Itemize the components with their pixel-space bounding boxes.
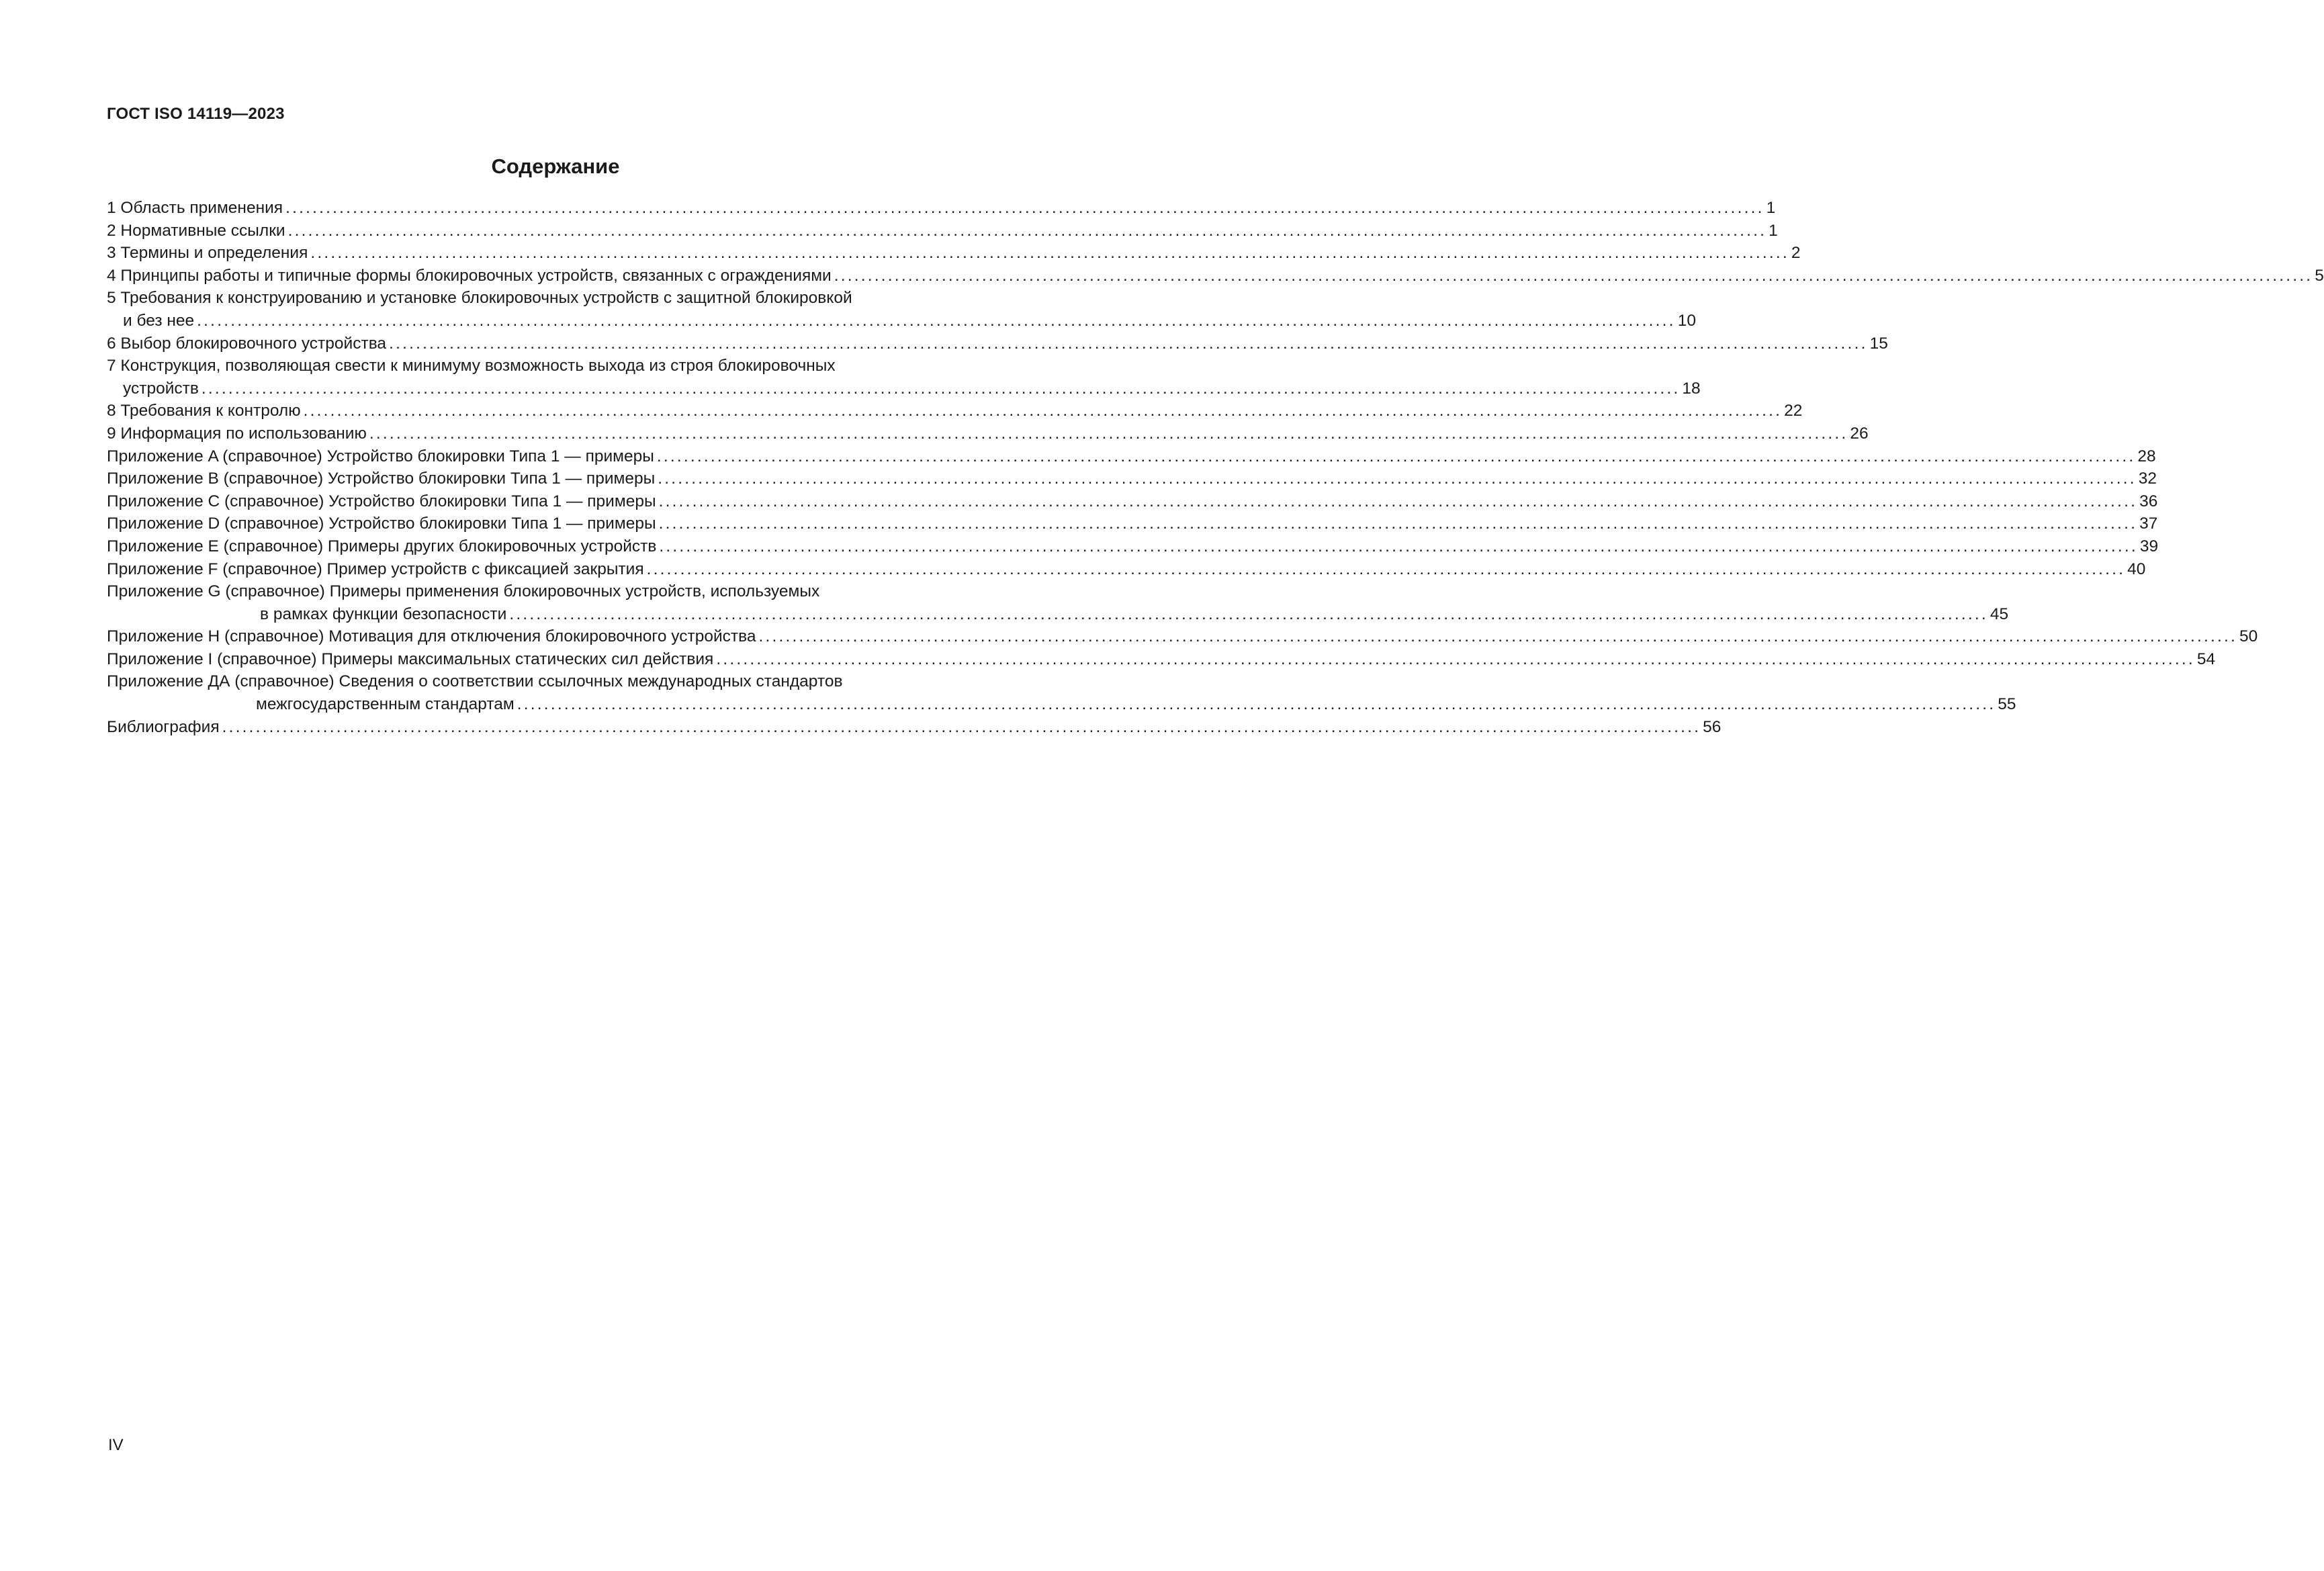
toc-entry-text: 1 Область применения bbox=[107, 199, 283, 217]
toc-entry[interactable] bbox=[107, 287, 1696, 332]
dot-leader: ............................................................................................................................................................................................................................ bbox=[834, 266, 2313, 285]
toc-entry[interactable] bbox=[107, 512, 2158, 535]
toc-entry-text: Приложение I (справочное) Примеры максимальных статических сил действия bbox=[107, 649, 714, 668]
toc-entry-text: Приложение B (справочное) Устройство блокировки Типа 1 — примеры bbox=[107, 469, 656, 488]
toc-entry-text: 5 Требования к конструированию и установке блокировочных устройств с защитной блокировкой bbox=[107, 289, 852, 308]
dot-leader: ............................................................................................................................................................................................................................ bbox=[285, 199, 1764, 217]
toc-entry-page: 2 bbox=[1791, 244, 1801, 263]
dot-leader: ............................................................................................................................................................................................................................ bbox=[646, 559, 2126, 578]
toc-entry-page: 32 bbox=[2138, 469, 2157, 488]
toc-entry-text-continued: и без нее bbox=[123, 311, 195, 330]
toc-entry-text-continued: устройств bbox=[123, 379, 199, 398]
toc-entry[interactable] bbox=[107, 332, 1888, 355]
toc-entry[interactable] bbox=[107, 648, 2216, 671]
toc-entry-text: 6 Выбор блокировочного устройства bbox=[107, 334, 387, 353]
toc-entry-page: 54 bbox=[2196, 649, 2216, 668]
dot-leader: ............................................................................................................................................................................................................................ bbox=[659, 537, 2138, 555]
dot-leader: ............................................................................................................................................................................................................................ bbox=[310, 244, 1789, 263]
toc-entry-text: Приложение G (справочное) Примеры применения блокировочных устройств, используемых bbox=[107, 582, 820, 601]
toc-entry-page: 18 bbox=[1682, 379, 1701, 398]
toc-entry[interactable] bbox=[107, 445, 2156, 468]
dot-leader: ............................................................................................................................................................................................................................ bbox=[201, 379, 1681, 398]
toc-entry-text: Приложение A (справочное) Устройство блокировки Типа 1 — примеры bbox=[107, 447, 654, 465]
toc-entry[interactable] bbox=[107, 716, 1722, 739]
toc-entry[interactable] bbox=[107, 490, 2158, 513]
toc-entry-page: 26 bbox=[1850, 424, 1869, 443]
dot-leader: ............................................................................................................................................................................................................................ bbox=[303, 402, 1783, 420]
document-header: ГОСТ ISO 14119—2023 bbox=[107, 105, 285, 123]
toc-entry-text: 4 Принципы работы и типичные формы блокировочных устройств, связанных с ограждениями bbox=[107, 266, 832, 285]
toc-entry-text: 9 Информация по использованию bbox=[107, 424, 367, 443]
toc-entry-text: Библиография bbox=[107, 717, 220, 736]
dot-leader: ............................................................................................................................................................................................................................ bbox=[517, 695, 1996, 714]
toc-entry-page: 39 bbox=[2139, 537, 2159, 555]
toc-entry[interactable] bbox=[107, 355, 1701, 400]
toc-entry[interactable] bbox=[107, 467, 2157, 490]
toc-entry-text: Приложение E (справочное) Примеры других блокировочных устройств bbox=[107, 537, 657, 555]
toc-title: Содержание bbox=[491, 154, 620, 178]
dot-leader: ............................................................................................................................................................................................................................ bbox=[658, 469, 2137, 488]
toc-entry-page: 1 bbox=[1766, 199, 1776, 217]
toc-entry-text: 8 Требования к контролю bbox=[107, 402, 301, 420]
toc-entry-page: 37 bbox=[2139, 514, 2158, 533]
toc-entry-text: Приложение ДА (справочное) Сведения о соответствии ссылочных международных стандартов bbox=[107, 672, 843, 691]
dot-leader: ............................................................................................................................................................................................................................ bbox=[222, 717, 1701, 736]
toc-entry[interactable] bbox=[107, 580, 2009, 625]
dot-leader: ............................................................................................................................................................................................................................ bbox=[197, 311, 1676, 330]
toc-entry-text: Приложение C (справочное) Устройство блокировки Типа 1 — примеры bbox=[107, 492, 656, 510]
toc-entry-text-continued: в рамках функции безопасности bbox=[260, 604, 507, 623]
dot-leader: ............................................................................................................................................................................................................................ bbox=[658, 514, 2138, 533]
toc-entry[interactable] bbox=[107, 197, 1776, 220]
toc-entry-text: 2 Нормативные ссылки bbox=[107, 221, 285, 240]
toc-entry-text: 3 Термины и определения bbox=[107, 244, 308, 263]
toc-entry-page: 55 bbox=[1998, 695, 2016, 714]
toc-entry-page: 1 bbox=[1769, 221, 1778, 240]
toc-entry-text: Приложение D (справочное) Устройство блокировки Типа 1 — примеры bbox=[107, 514, 656, 533]
toc-entry[interactable] bbox=[107, 558, 2146, 581]
table-of-contents bbox=[107, 197, 2324, 738]
dot-leader: ............................................................................................................................................................................................................................ bbox=[758, 627, 2237, 646]
toc-entry-page: 28 bbox=[2137, 447, 2156, 465]
toc-entry-page: 15 bbox=[1869, 334, 1888, 353]
toc-entry[interactable] bbox=[107, 422, 1869, 445]
toc-entry-page: 36 bbox=[2139, 492, 2158, 510]
page-number: IV bbox=[108, 1436, 124, 1454]
toc-entry-page: 40 bbox=[2127, 559, 2146, 578]
toc-entry-text: Приложение H (справочное) Мотивация для отключения блокировочного устройства bbox=[107, 627, 756, 646]
toc-entry[interactable] bbox=[107, 400, 1803, 422]
toc-entry[interactable] bbox=[107, 220, 1778, 242]
toc-entry[interactable] bbox=[107, 625, 2258, 648]
toc-entry-text-continued: межгосударственным стандартам bbox=[256, 695, 515, 714]
toc-entry[interactable] bbox=[107, 535, 2159, 558]
toc-entry-text: Приложение F (справочное) Пример устройств с фиксацией закрытия bbox=[107, 559, 644, 578]
dot-leader: ............................................................................................................................................................................................................................ bbox=[369, 424, 1848, 443]
dot-leader: ............................................................................................................................................................................................................................ bbox=[389, 334, 1868, 353]
toc-entry-page: 22 bbox=[1784, 402, 1803, 420]
dot-leader: ............................................................................................................................................................................................................................ bbox=[287, 221, 1767, 240]
toc-entry[interactable] bbox=[107, 670, 2016, 715]
toc-entry-page: 5 bbox=[2315, 266, 2324, 285]
dot-leader: ............................................................................................................................................................................................................................ bbox=[658, 492, 2138, 510]
dot-leader: ............................................................................................................................................................................................................................ bbox=[656, 447, 2136, 465]
toc-entry-page: 45 bbox=[1990, 604, 2009, 623]
dot-leader: ............................................................................................................................................................................................................................ bbox=[509, 604, 1988, 623]
toc-entry-page: 50 bbox=[2239, 627, 2258, 646]
dot-leader: ............................................................................................................................................................................................................................ bbox=[716, 649, 2195, 668]
toc-entry[interactable] bbox=[107, 242, 1801, 265]
toc-entry[interactable] bbox=[107, 265, 2324, 287]
toc-entry-page: 10 bbox=[1677, 311, 1696, 330]
toc-entry-text: 7 Конструкция, позволяющая свести к минимуму возможность выхода из строя блокировочных bbox=[107, 357, 836, 375]
toc-entry-page: 56 bbox=[1703, 717, 1722, 736]
